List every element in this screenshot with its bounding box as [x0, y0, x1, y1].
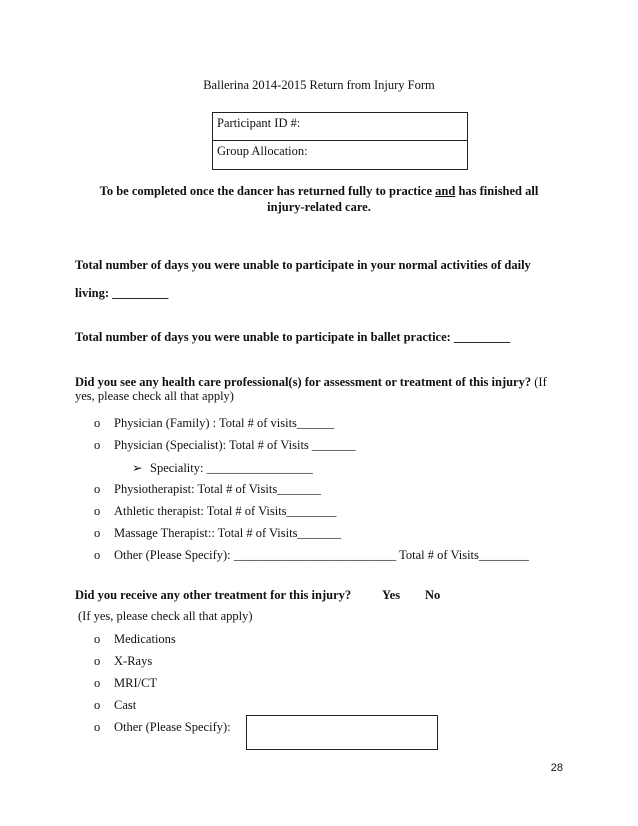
instruction-line-1: [0, 184, 638, 199]
checkbox-marker: o: [94, 698, 101, 712]
q3-item-other[interactable]: [94, 548, 529, 563]
q3-tail: (If: [531, 375, 547, 389]
q4-item-medications[interactable]: [94, 632, 176, 647]
checkbox-marker: o: [94, 438, 101, 452]
list-item-label: Other (Please Specify):: [114, 720, 231, 734]
list-item-label: Speciality: _________________: [150, 461, 313, 475]
q3-question: Did you see any health care professional(s) for assessment or treatment of this injury?: [75, 375, 532, 389]
list-item-label: Physician (Specialist): Total # of Visits _______: [114, 438, 356, 452]
checkbox-marker: o: [94, 548, 101, 562]
list-item-label: Physician (Family) : Total # of visits______: [114, 416, 335, 430]
instruction-line-2: injury-related care.: [267, 200, 371, 214]
checkbox-marker: o: [94, 416, 101, 430]
q2-text[interactable]: Total number of days you were unable to participate in ballet practice: _________: [75, 330, 511, 344]
q4-item-other[interactable]: [94, 720, 231, 735]
instruction-underlined: and: [435, 184, 456, 198]
form-title: Ballerina 2014-2015 Return from Injury Form: [203, 78, 435, 92]
q3-item-specialist-physician[interactable]: [94, 438, 356, 453]
q4-item-mri-ct[interactable]: [94, 676, 157, 691]
list-item-label: Physiotherapist: Total # of Visits_______: [114, 482, 321, 496]
list-item-label: Cast: [114, 698, 137, 712]
list-item-label: Medications: [114, 632, 176, 646]
q3-item-family-physician[interactable]: [94, 416, 334, 431]
q3-line-2: yes, please check all that apply): [75, 389, 234, 403]
q4-question: Did you receive any other treatment for this injury?: [75, 588, 352, 602]
checkbox-marker: o: [94, 676, 101, 690]
checkbox-marker: o: [94, 482, 101, 496]
list-item-label: MRI/CT: [114, 676, 158, 690]
checkbox-marker: o: [94, 720, 101, 734]
q4-no-option[interactable]: No: [425, 588, 441, 602]
group-allocation-field[interactable]: Group Allocation:: [217, 144, 308, 158]
q4-yes-option[interactable]: Yes: [382, 588, 401, 602]
q4-item-cast[interactable]: [94, 698, 136, 713]
list-item-label: Athletic therapist: Total # of Visits________: [114, 504, 337, 518]
q3-item-massage-therapist[interactable]: [94, 526, 341, 541]
list-item-label: Massage Therapist:: Total # of Visits_______: [114, 526, 342, 540]
page-number: 28: [550, 762, 563, 774]
q3-item-physiotherapist[interactable]: [94, 482, 321, 497]
participant-id-box: [212, 112, 468, 170]
participant-id-field[interactable]: Participant ID #:: [213, 113, 467, 141]
checkbox-marker: o: [94, 632, 101, 646]
arrow-bullet-icon: ➢: [132, 461, 143, 475]
q1-line-1: Total number of days you were unable to participate in your normal activities of daily: [75, 258, 531, 272]
q4-line-2: (If yes, please check all that apply): [78, 609, 253, 623]
q3-item-athletic-therapist[interactable]: [94, 504, 337, 519]
checkbox-marker: o: [94, 504, 101, 518]
q4-item-xrays[interactable]: [94, 654, 152, 669]
checkbox-marker: o: [94, 654, 101, 668]
checkbox-marker: o: [94, 526, 101, 540]
list-item-label: Other (Please Specify): __________________________ Total # of Visits________: [114, 548, 529, 562]
q1-line-2[interactable]: living: _________: [75, 286, 169, 300]
instruction-text-end: has finished all: [455, 184, 539, 198]
list-item-label: X-Rays: [114, 654, 153, 668]
instruction-text: To be completed once the dancer has returned fully to practice: [99, 184, 436, 198]
other-specify-text-box[interactable]: [246, 715, 438, 750]
q3-sub-item-speciality[interactable]: [132, 460, 313, 476]
